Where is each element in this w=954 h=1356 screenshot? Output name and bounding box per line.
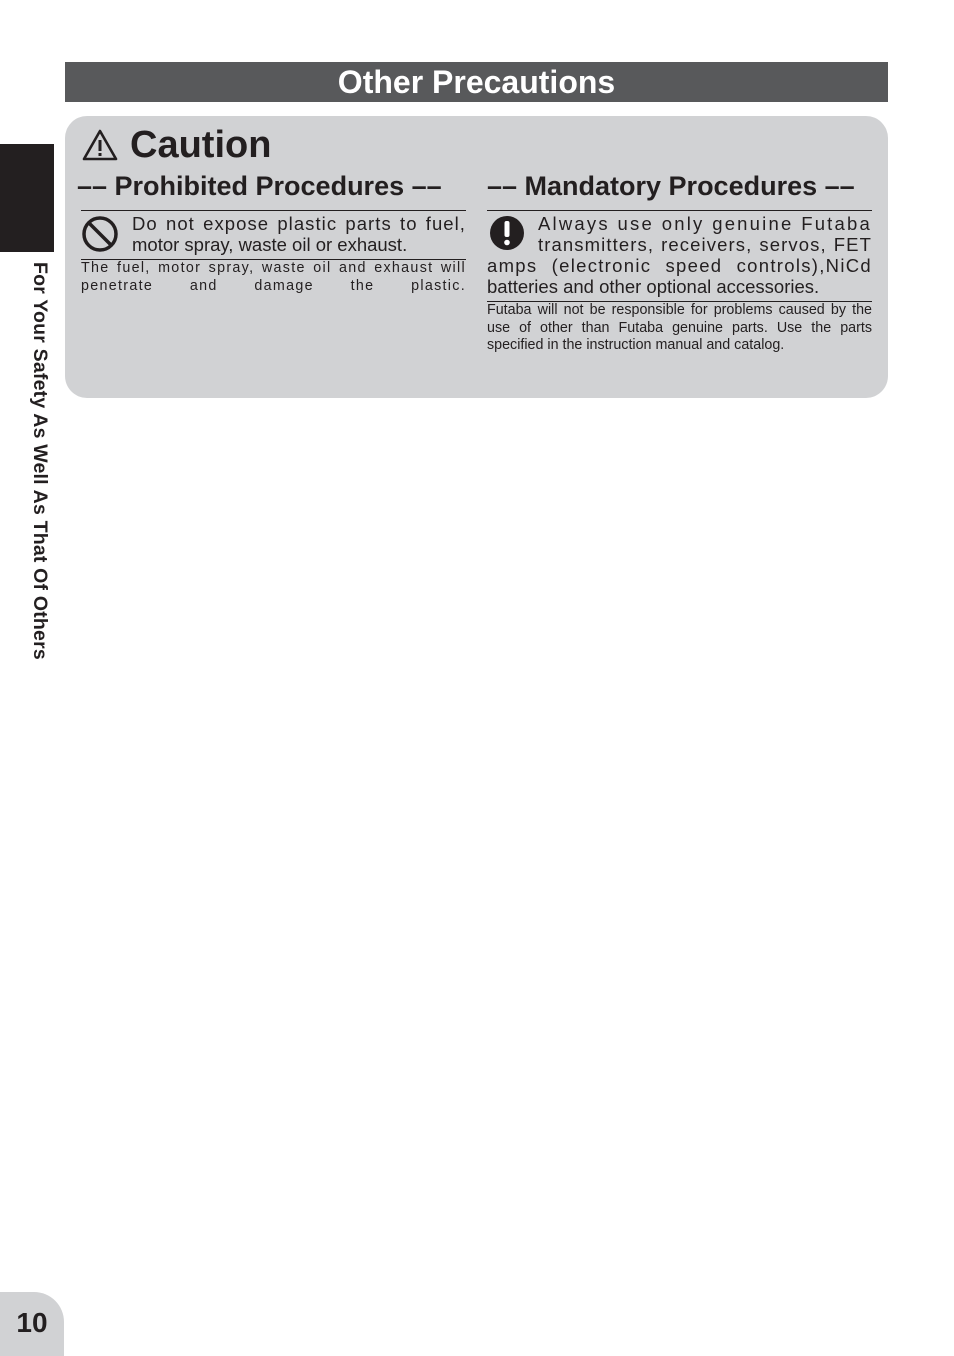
mandatory-lead-line4: batteries and other optional accessories. bbox=[487, 276, 820, 297]
divider bbox=[81, 210, 466, 211]
page-number: 10 bbox=[16, 1307, 48, 1338]
section-title: Other Precautions bbox=[65, 62, 888, 102]
prohibited-note-text: The fuel, motor spray, waste oil and exhaust will penetrate and damage the plastic. bbox=[81, 260, 466, 294]
prohibited-heading: –– Prohibited Procedures –– bbox=[77, 171, 442, 201]
mandatory-heading: –– Mandatory Procedures –– bbox=[487, 171, 855, 201]
prohibited-icon bbox=[81, 215, 119, 253]
prohibited-lead-line2: motor spray, waste oil or exhaust. bbox=[132, 234, 408, 255]
prohibited-note bbox=[81, 260, 466, 295]
side-tab-label: For Your Safety As Well As That Of Others bbox=[29, 262, 51, 660]
prohibited-lead-line1: Do not expose plastic parts to fuel, bbox=[132, 213, 466, 234]
side-tab-marker bbox=[0, 144, 54, 252]
mandatory-note: Futaba will not be responsible for problems caused by the use of other than Futaba genuine parts. Use the parts specified in the instruction manual and catalog. bbox=[487, 302, 872, 353]
caution-title: Caution bbox=[130, 123, 272, 166]
mandatory-lead-line1: Always use only genuine Futaba bbox=[538, 213, 872, 234]
exclamation-icon bbox=[489, 215, 525, 251]
divider bbox=[487, 210, 872, 211]
mandatory-lead-line2: transmitters, receivers, servos, FET bbox=[538, 234, 872, 255]
warning-triangle-icon bbox=[82, 129, 118, 161]
caution-heading bbox=[82, 122, 271, 168]
mandatory-lead-line3: amps (electronic speed controls),NiCd bbox=[487, 255, 872, 276]
